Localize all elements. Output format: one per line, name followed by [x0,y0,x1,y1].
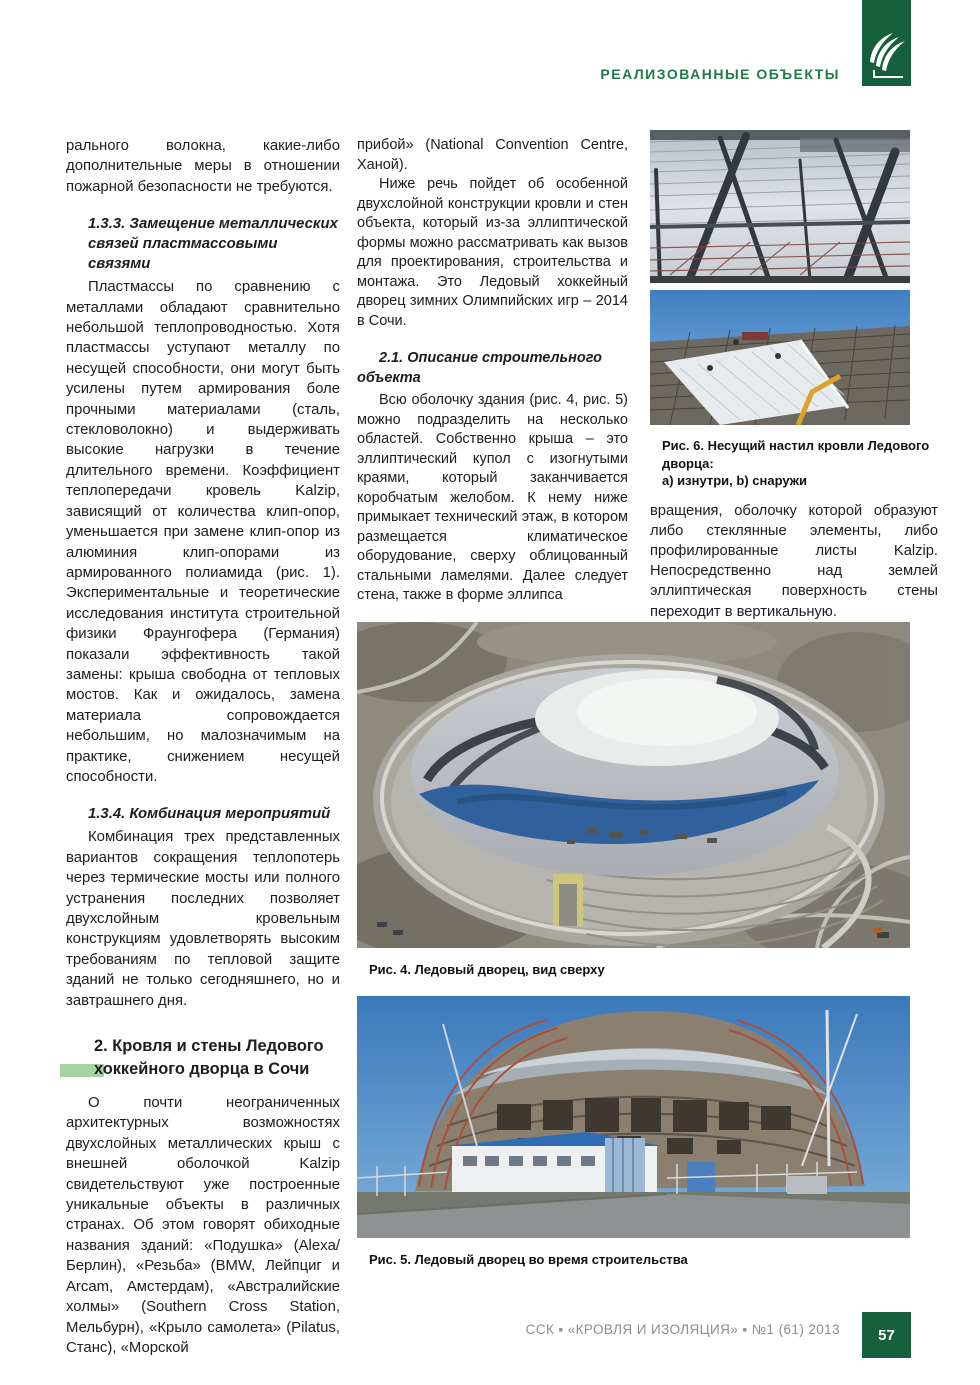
figure5-caption: Рис. 5. Ледовый дворец во время строительства [369,1251,688,1267]
subheading-1-3-4: 1.3.4. Комбинация мероприятий [88,806,331,823]
triple-swoosh-icon [862,0,911,86]
journal-logo [862,0,911,86]
figure6b-image [650,290,910,425]
paragraph-continuation: прибой» (National Convention Centre, Ханой). [357,137,628,173]
figure6a-image [650,130,910,283]
figure4-image [357,622,910,948]
paragraph-objects: О почти неограниченных архитектурных возможностях двухслойных металлических крыш с внешней оболочкой Kalzip свидетельствуют уже построенные уникальные объекты в различных странах. Об этом говорят обиходные названия зданий: «Подушка» (Alexa/Берлин), «Резьба» (BMW, Лейпциг и Arcam, Амстердам), «Австралийские холмы» (Southern Cross Station, Мельбурн), «Крыло самолета» (Pilatus, Станс), «Морской [66,1095,340,1356]
figure6-caption: Рис. 6. Несущий настил кровли Ледового дворца: [662,438,930,471]
page-number-badge: 57 [862,1312,911,1358]
right-column [650,130,938,622]
paragraph-plastics: Пластмассы по сравнению с металлами обладают сравнительно небольшой теплопроводностью. Хотя пластмассы уступают металлу по несущей способности, они могут быть усилены путем армирования боле прочными материалами (сталь, стекловолокно) и выдерживать высокие нагрузки в течение длительного времени. Коэффициент теплопередачи кровель Kalzip, зависящий от количества клип-опор, уменьшается при замене клип-опор из алюминия клип-опорами из армированного полиамида (рис. 1). Экспериментальные и теоретические исследования института строительной физики Фраунгофера (Германия) показали эффективность такой замены: крыша свободна от тепловых мостов. Как и ожидалось, замена материала сопровождается небольшим, но малозначимым на практике, снижением несущей способности. [66,279,340,785]
figure4-caption: Рис. 4. Ледовый дворец, вид сверху [369,962,605,977]
footer-journal-line: ССК ▪ «КРОВЛЯ И ИЗОЛЯЦИЯ» ▪ №1 (61) 2013 [525,1322,840,1337]
section-label: РЕАЛИЗОВАННЫЕ ОБЪЕКТЫ [600,66,840,82]
paragraph-continuation: рального волокна, какие-либо дополнительные меры в отношении пожарной безопасности не требуются. [66,138,340,195]
paragraph-combination: Комбинация трех представленных вариантов сокращения теплопотерь через термические мосты или полного устранения последних позволяет двухслойным кровельным конструкциям удовлетворять высоким требованиям по тепловой защите зданий не только сегодняшнего, но и завтрашнего дня. [66,829,340,1009]
paragraph-below: Ниже речь пойдет об особенной двухслойной конструкции кровли и стен объекта, который из-за эллиптической формы можно рассматривать как вызов для проектирования, строительства и монтажа. Это Ледовый хоккейный дворец зимних Олимпийских игр – 2014 в Сочи. [357,176,628,329]
subheading-1-3-3: 1.3.3. Замещение металлических связей пластмассовыми связями [88,216,338,273]
left-column [66,136,340,1358]
paragraph-rotation: вращения, оболочку которой образуют либо стеклянные элементы, либо профилированные листы Kalzip. Непосредственно над землей эллиптическая поверхность стены переходит в вертикальную. [650,502,938,620]
paragraph-shell: Всю оболочку здания (рис. 4, рис. 5) можно подразделить на несколько областей. Собственно крыша – это эллиптический купол с изогнутыми краями, который заканчивается коробчатым желобом. К нему ниже примыкает технический этаж, в котором размещается климатическое оборудование, сверху облицованный стальными ламелями. Далее следует стена, также в форме эллипса [357,392,628,603]
middle-column [357,136,628,606]
subheading-2-1: 2.1. Описание строительного объекта [357,350,602,386]
figure-stack [357,622,910,1268]
figure6-caption-sub: а) изнутри, b) снаружи [662,473,807,488]
chapter-heading-2: 2. Кровля и стены Ледового хоккейного дворца в Сочи [94,1035,340,1080]
figure5-image [357,996,910,1238]
